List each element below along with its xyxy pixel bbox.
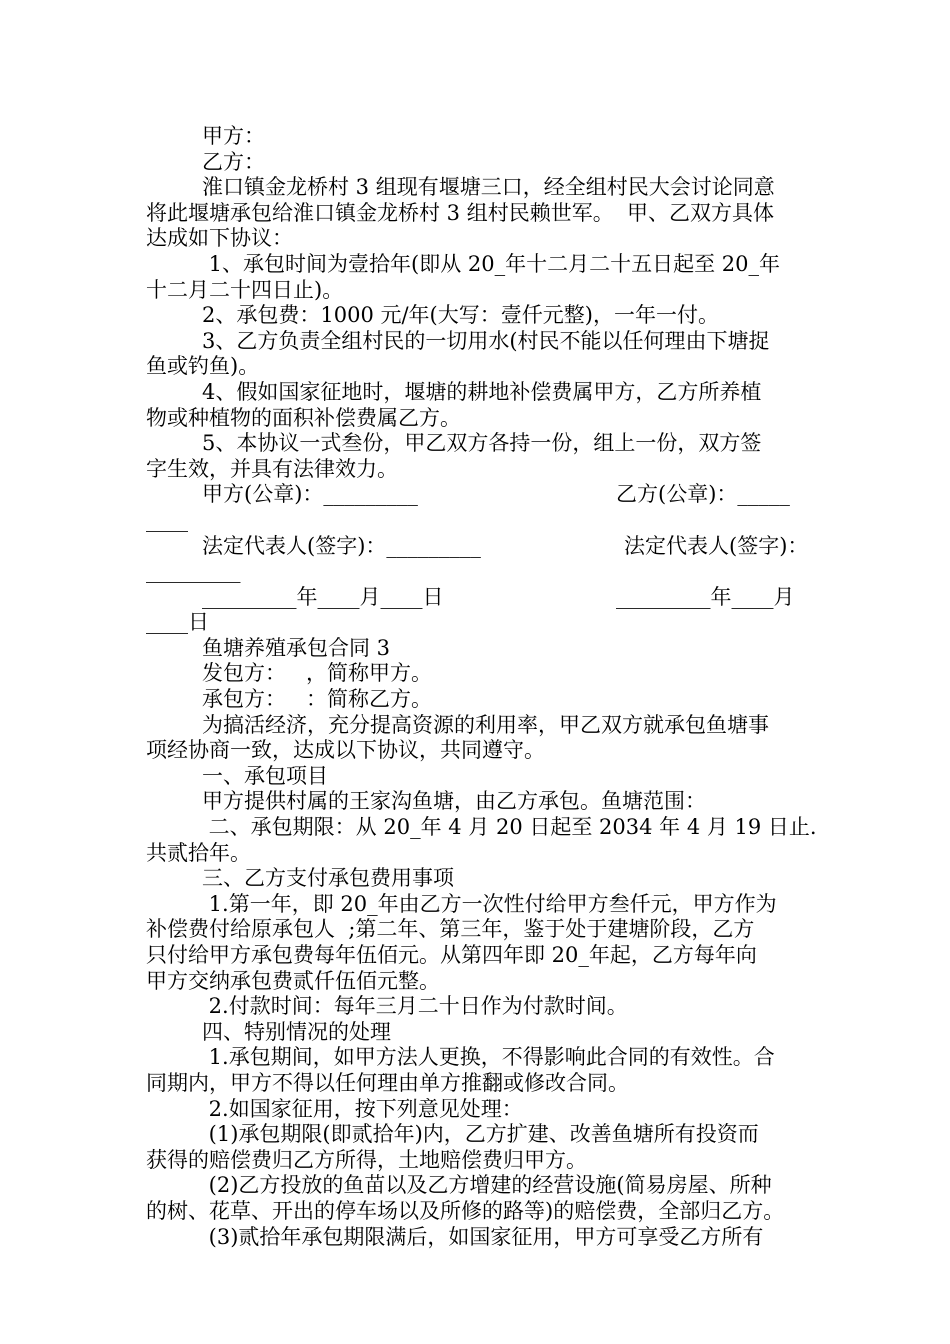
representative-row — [146, 534, 811, 560]
clause-line: 字生效，并具有法律效力。 — [146, 456, 398, 481]
paragraph-line: (2)乙方投放的鱼苗以及乙方增建的经营设施(简易房屋、所种 — [202, 1173, 772, 1198]
paragraph-line: 甲方提供村属的王家沟鱼塘，由乙方承包。鱼塘范围： — [202, 789, 706, 814]
paragraph-line: 项经协商一致，达成以下协议，共同遵守。 — [146, 738, 545, 763]
paragraph-line: 同期内，甲方不得以任何理由单方推翻或修改合同。 — [146, 1070, 629, 1095]
paragraph-line: 达成如下协议： — [146, 226, 293, 251]
paragraph-line: 获得的赔偿费归乙方所得，土地赔偿费归甲方。 — [146, 1147, 587, 1172]
section-heading: 四、特别情况的处理 — [202, 1019, 391, 1044]
paragraph-line: 只付给甲方承包费每年伍佰元。从第四年即 20_年起，乙方每年向 — [146, 943, 757, 967]
paragraph-line: 1.第一年，即 20_年由乙方一次性付给甲方叁仟元，甲方作为 — [202, 891, 777, 916]
paragraph-line: 2.付款时间：每年三月二十日作为付款时间。 — [202, 994, 628, 1019]
section-heading: 一、承包项目 — [202, 763, 328, 788]
document-page — [146, 124, 817, 1250]
party-b-seal: 乙方(公章)：_____ — [616, 482, 790, 507]
clause-line: 3、乙方负责全组村民的一切用水(村民不能以任何理由下塘捉 — [202, 328, 770, 353]
party-a-seal: 甲方(公章)：_________ — [202, 482, 418, 507]
party-b-representative: 法定代表人(签字)： — [624, 533, 809, 558]
paragraph-line: 的树、花草、开出的停车场以及所修的路等)的赔偿费，全部归乙方。 — [146, 1198, 785, 1223]
party-a-date: _________年____月____日 — [202, 584, 444, 609]
clause-line: 5、本协议一式叁份，甲乙双方各持一份，组上一份，双方签 — [202, 431, 762, 456]
section-heading: 二、承包期限：从 20_年 4 月 20 日起至 2034 年 4 月 19 日止. — [202, 815, 817, 840]
paragraph-line: 1.承包期间，如甲方法人更换，不得影响此合同的有效性。合 — [202, 1045, 775, 1070]
clause-line: 十二月二十四日止)。 — [146, 277, 344, 302]
party-b-representative-continued: _________ — [146, 559, 241, 584]
contract-title: 鱼塘养殖承包合同 3 — [202, 635, 391, 660]
paragraph-line: 共贰拾年。 — [146, 840, 251, 865]
seal-row — [146, 482, 811, 508]
paragraph-line: 补偿费付给原承包人 ;第二年、第三年，鉴于处于建塘阶段，乙方 — [146, 917, 755, 942]
clause-line: 物或种植物的面积补偿费属乙方。 — [146, 405, 461, 430]
issuer-line: 发包方： ，简称甲方。 — [202, 661, 433, 686]
party-b-date: _________年____月 — [616, 584, 795, 609]
party-b-label: 乙方： — [202, 149, 265, 174]
party-b-date-continued: ____日 — [146, 610, 209, 635]
paragraph-line: 将此堰塘承包给淮口镇金龙桥村 3 组村民赖世军。 甲、乙双方具体 — [146, 200, 775, 225]
party-a-label: 甲方： — [202, 124, 265, 148]
clause-line: 1、承包时间为壹拾年(即从 20_年十二月二十五日起至 20_年 — [202, 251, 781, 276]
contractor-line: 承包方： ：简称乙方。 — [202, 687, 433, 712]
section-heading: 三、乙方支付承包费用事项 — [202, 866, 454, 891]
paragraph-line: 2.如国家征用，按下列意见处理： — [202, 1096, 523, 1121]
paragraph-line: 淮口镇金龙桥村 3 组现有堰塘三口，经全组村民大会讨论同意 — [202, 175, 775, 200]
clause-line: 2、承包费：1000 元/年(大写：壹仟元整)，一年一付。 — [202, 303, 719, 328]
paragraph-line: (1)承包期限(即贰拾年)内，乙方扩建、改善鱼塘所有投资而 — [202, 1122, 759, 1147]
party-a-representative: 法定代表人(签字)：_________ — [202, 533, 481, 558]
clause-line: 4、假如国家征地时，堰塘的耕地补偿费属甲方，乙方所养植 — [202, 379, 762, 404]
paragraph-line: (3)贰拾年承包期限满后，如国家征用，甲方可享受乙方所有 — [202, 1224, 764, 1249]
clause-line: 鱼或钓鱼)。 — [146, 354, 260, 379]
date-row — [146, 585, 811, 611]
paragraph-line: 甲方交纳承包费贰仟伍佰元整。 — [146, 968, 440, 993]
paragraph-line: 为搞活经济，充分提高资源的利用率，甲乙双方就承包鱼塘事 — [202, 712, 769, 737]
party-b-seal-continued: ____ — [146, 507, 188, 532]
